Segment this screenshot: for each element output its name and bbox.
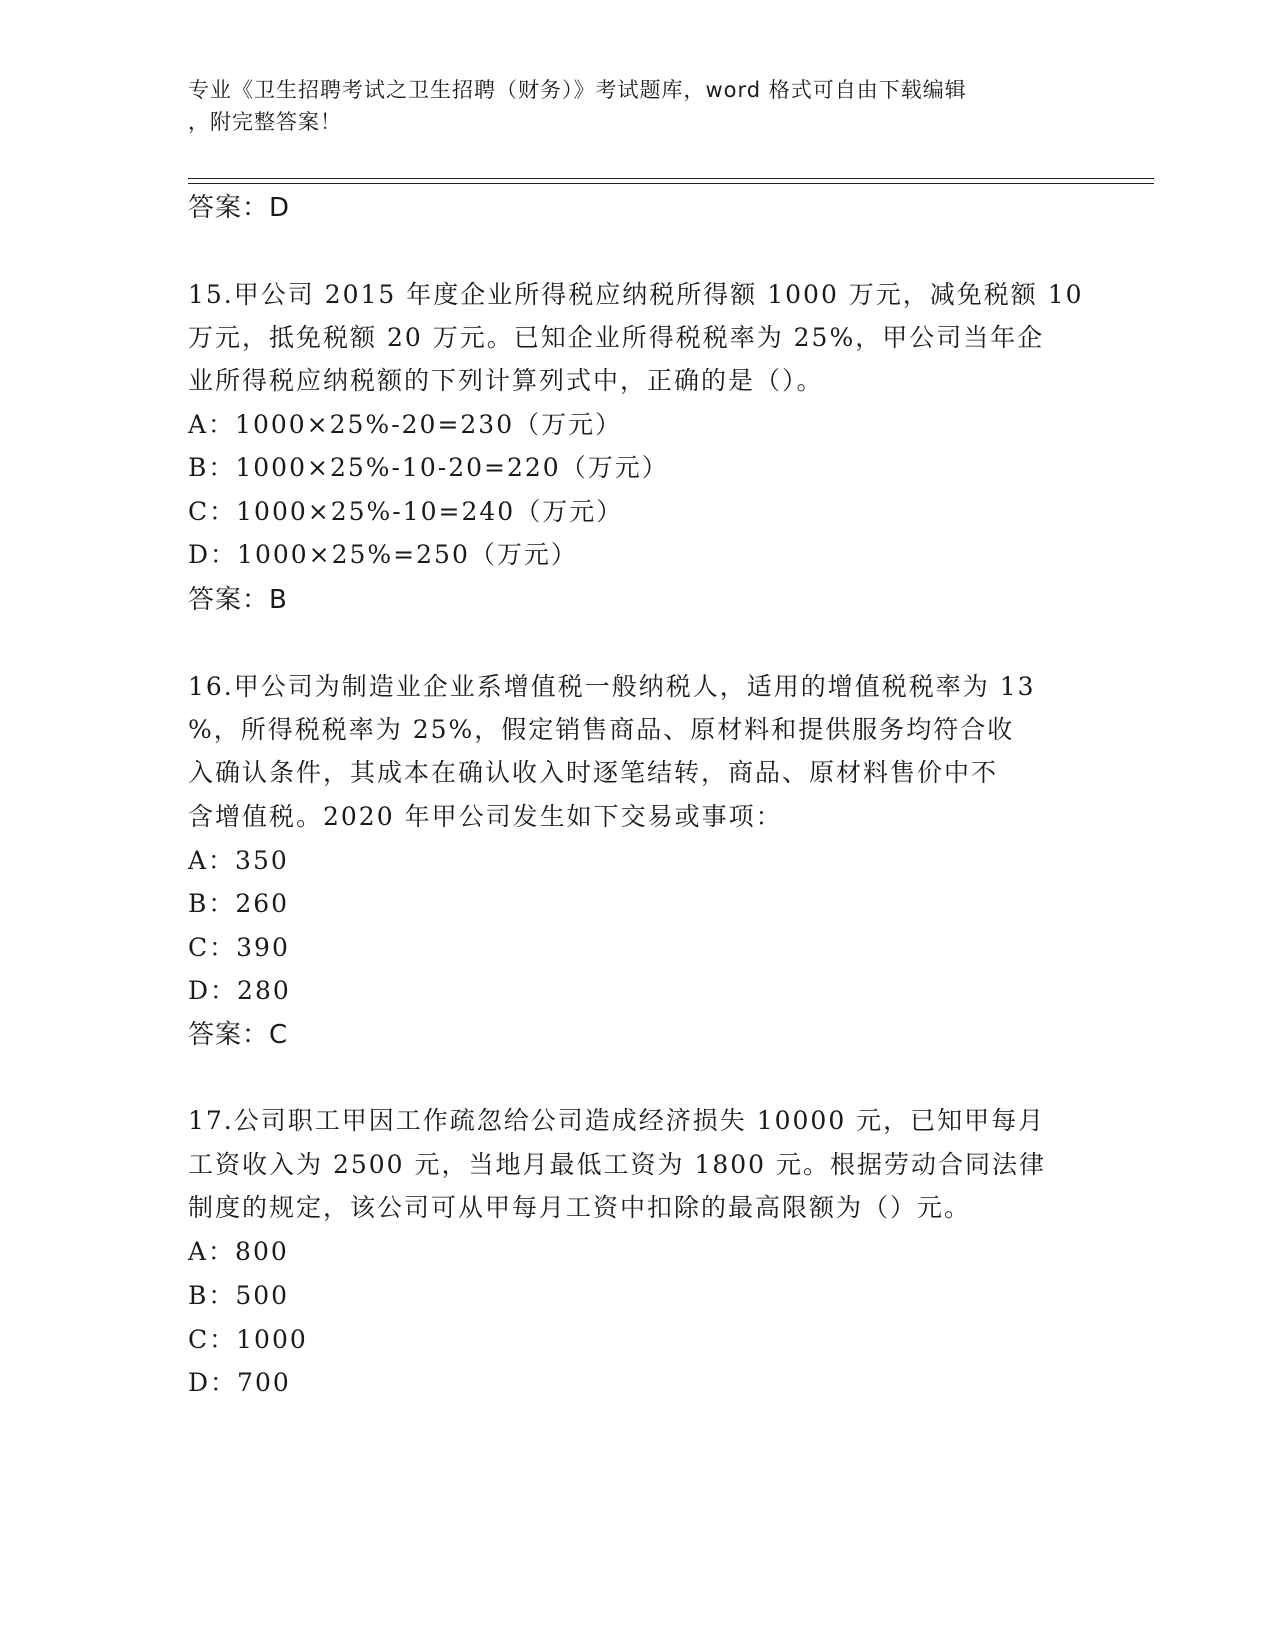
- q16-answer: 答案：C: [188, 1020, 289, 1050]
- q17-option-c: C：1000: [188, 1325, 308, 1354]
- q17-option-b: B：500: [188, 1281, 290, 1310]
- q16-stem-line-2: %，所得税税率为 25%，假定销售商品、原材料和提供服务均符合收: [188, 715, 1015, 744]
- q17-stem-line-2: 工资收入为 2500 元，当地月最低工资为 1800 元。根据劳动合同法律: [188, 1150, 1047, 1179]
- q16-option-b: B：260: [188, 889, 290, 918]
- q17-option-d: D：700: [188, 1368, 291, 1397]
- header-divider-bottom: [188, 183, 1154, 184]
- q17-stem-line-1: 17.公司职工甲因工作疏忽给公司造成经济损失 10000 元，已知甲每月: [188, 1106, 1046, 1135]
- q15-stem-line-1: 15.甲公司 2015 年度企业所得税应纳税所得额 1000 万元，减免税额 10: [188, 280, 1084, 309]
- q16-stem-line-1: 16.甲公司为制造业企业系增值税一般纳税人，适用的增值税税率为 13: [188, 672, 1036, 701]
- answer-previous: 答案：D: [188, 193, 291, 223]
- q15-option-d: D：1000×25%=250（万元）: [188, 540, 578, 569]
- q17-stem-line-3: 制度的规定，该公司可从甲每月工资中扣除的最高限额为（）元。: [188, 1193, 972, 1222]
- q15-option-a: A：1000×25%-20=230（万元）: [188, 410, 623, 439]
- header-divider-top: [188, 178, 1154, 179]
- q15-stem-line-2: 万元，抵免税额 20 万元。已知企业所得税税率为 25%，甲公司当年企: [188, 323, 1045, 352]
- q16-option-d: D：280: [188, 976, 291, 1005]
- header-line-2: ，附完整答案！: [188, 110, 342, 134]
- q16-stem-line-3: 入确认条件，其成本在确认收入时逐笔结转，商品、原材料售价中不: [188, 758, 999, 787]
- q16-option-c: C：390: [188, 933, 290, 962]
- q17-option-a: A：800: [188, 1237, 289, 1266]
- q16-option-a: A：350: [188, 846, 289, 875]
- header-line-1: 专业《卫生招聘考试之卫生招聘（财务）》考试题库，word 格式可自由下载编辑: [188, 78, 967, 102]
- q15-option-b: B：1000×25%-10-20=220（万元）: [188, 453, 669, 482]
- q15-option-c: C：1000×25%-10=240（万元）: [188, 497, 624, 526]
- q15-answer: 答案：B: [188, 585, 288, 615]
- q16-stem-line-4: 含增值税。2020 年甲公司发生如下交易或事项：: [188, 802, 783, 831]
- q15-stem-line-3: 业所得税应纳税额的下列计算列式中，正确的是（）。: [188, 366, 824, 395]
- document-header: [188, 74, 1088, 138]
